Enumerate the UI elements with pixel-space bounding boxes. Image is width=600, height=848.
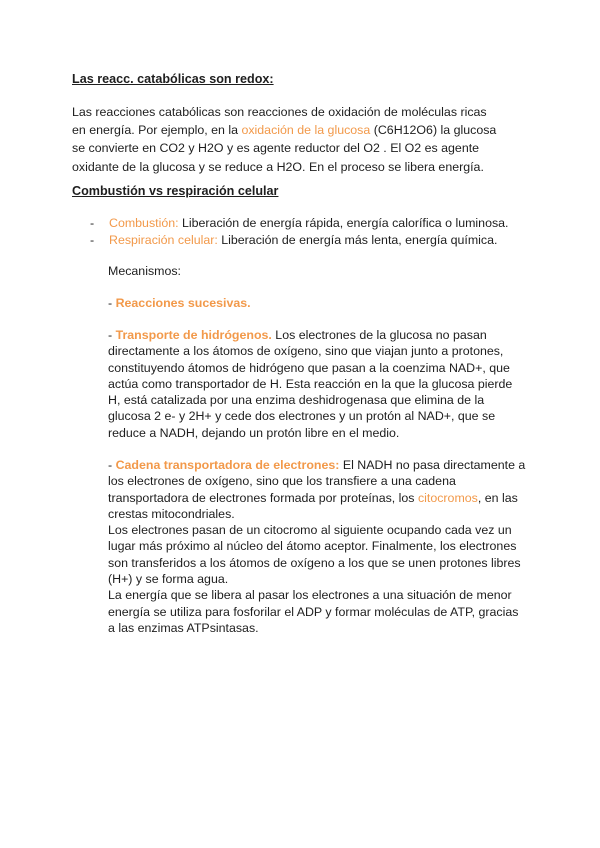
reacciones-item: [108, 295, 528, 311]
cadena-paragraph: [108, 457, 528, 636]
intro-text-2: (C6H12O6) la glucosa se convierte en CO2 y H2O y es agente reductor del O2 . El O2 es agente oxidante de la glucosa y se reduce a H2O. En el proceso se libera energía.: [72, 123, 497, 174]
transporte-paragraph: [108, 327, 528, 441]
heading-redox: Las reacc. catabólicas son redox:: [72, 72, 274, 86]
cadena-paragraph-2: Los electrones pasan de un citocromo al siguiente ocupando cada vez un lugar más próximo al núcleo del átomo aceptor. Finalmente, los electrones son transferidos a los átomos de oxígeno a los que se unen protones libres (H+) y se forma agua.: [108, 523, 521, 587]
bullet-term: Respiración celular:: [109, 233, 218, 247]
bullet-text: Liberación de energía más lenta, energía química.: [217, 233, 498, 247]
citocromos-highlight: citocromos: [417, 490, 478, 505]
cadena-text-2: , en las crestas mitocondriales.: [108, 490, 518, 521]
cadena-term: Cadena transportadora de electrones:: [115, 458, 340, 472]
intro-highlight: oxidación de la glucosa: [241, 123, 371, 138]
bullet-text: Liberación de energía rápida, energía calorífica o luminosa.: [178, 216, 509, 230]
intro-paragraph: [72, 103, 502, 176]
bullet-combustion: [90, 214, 509, 232]
intro-text-1: Las reacciones catabólicas son reacciones de oxidación de moléculas ricas en energía. Por ejemplo, en la: [72, 105, 487, 138]
heading-combustion: Combustión vs respiración celular: [72, 184, 279, 198]
reacciones-term: Reacciones sucesivas.: [115, 296, 251, 310]
cadena-text-1: El NADH no pasa directamente a los electrones de oxígeno, sino que los transfiere a una cadena transportadora de electrones formada por proteínas, los: [108, 458, 526, 505]
mecanismos-label: Mecanismos:: [108, 264, 181, 278]
bullet-dash: -: [90, 233, 95, 247]
cadena-paragraph-3: La energía que se libera al pasar los electrones a una situación de menor energía se utiliza para fosforilar el ADP y formar moléculas de ATP, gracias a las enzimas ATPsintasas.: [108, 588, 519, 635]
bullet-term: Combustión:: [109, 216, 179, 230]
transporte-text: Los electrones de la glucosa no pasan directamente a los átomos de oxígeno, sino que viajan junto a protones, constituyendo átomos de hidrógeno que pasan a la coenzima NAD+, que actúa como transportador de H. Esta reacción en la que la glucosa pierde H, está catalizada por una enzima deshidrogenasa que elimina de la glucosa 2 e- y 2H+ y cede dos electrones y un protón al NAD+, que se reduce a NADH, dejando un protón libre en el medio.: [108, 328, 513, 440]
transporte-term: Transporte de hidrógenos.: [115, 328, 272, 342]
item-prefix: -: [108, 458, 116, 472]
bullet-respiracion: [90, 231, 497, 249]
bullet-dash: -: [90, 216, 95, 230]
item-prefix: -: [108, 296, 116, 310]
item-prefix: -: [108, 328, 116, 342]
